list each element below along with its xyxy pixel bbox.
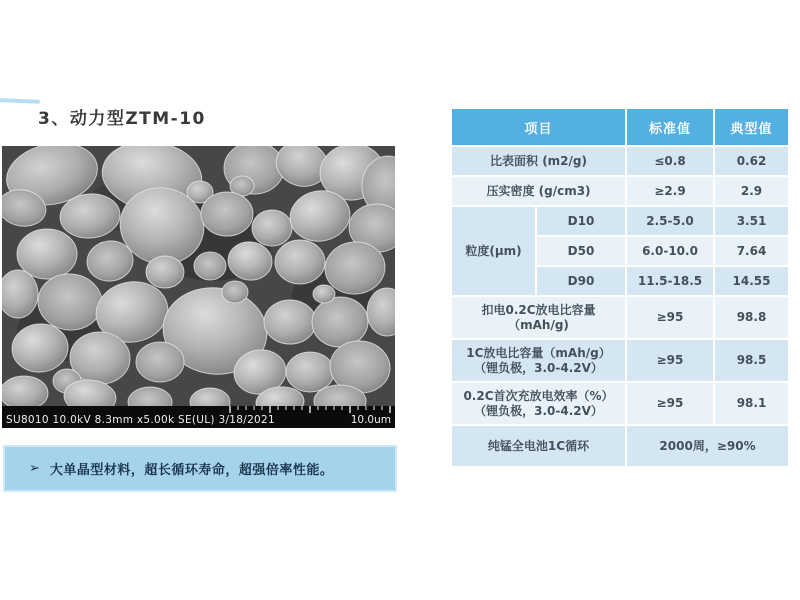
col-header-item: 项目 [451,108,626,146]
cell-item: 比表面积 (m2/g) [451,146,626,176]
cell-item: D10 [536,206,626,236]
cell-item: D50 [536,236,626,266]
cell-item-line1: 扣电0.2C放电比容量 [481,302,596,317]
cell-item-line2: （mAh/g) [508,317,569,332]
table-header-row [451,108,789,146]
note-text: 大单晶型材料，超长循环寿命，超强倍率性能。 [49,463,334,478]
cell-item: D90 [536,266,626,296]
sem-caption-text: SU8010 10.0kV 8.3mm x5.00k SE(UL) 3/18/2021 [6,414,275,426]
sem-image [2,146,395,428]
arrow-bullet-icon: ➢ [29,461,40,476]
col-header-standard: 标准值 [626,108,714,146]
table-row [451,339,789,382]
page-title: 3、动力型ZTM-10 [38,109,206,129]
cell-typical: 2.9 [714,176,789,206]
table-row [451,146,789,176]
cell-item [451,339,626,382]
cell-standard: ≥95 [626,382,714,425]
sem-scale-label: 10.0um [350,414,391,426]
cell-standard: ≤0.8 [626,146,714,176]
table-row [451,296,789,339]
table-row [451,206,789,236]
cell-item [451,382,626,425]
cell-standard: 2.5-5.0 [626,206,714,236]
cell-typical: 98.8 [714,296,789,339]
cell-standard: 6.0-10.0 [626,236,714,266]
spec-table [450,107,790,468]
top-left-decoration [0,98,40,104]
cell-standard: 11.5-18.5 [626,266,714,296]
cell-item [451,296,626,339]
col-header-typical: 典型值 [714,108,789,146]
cell-typical: 3.51 [714,206,789,236]
cell-item-line2: （锂负极，3.0-4.2V） [474,403,603,418]
cell-standard: ≥95 [626,339,714,382]
cell-item-line1: 1C放电比容量（mAh/g） [466,345,611,360]
table-row [451,382,789,425]
cell-standard: ≥2.9 [626,176,714,206]
cell-merged-value: 2000周，≥90% [626,425,789,467]
sem-micrograph [2,146,395,428]
cell-item-line2: （锂负极，3.0-4.2V） [474,360,603,375]
table-row [451,425,789,467]
cell-typical: 7.64 [714,236,789,266]
cell-group-particle-size: 粒度(μm) [451,206,536,296]
cell-item-line1: 0.2C首次充放电效率（%） [463,388,614,403]
cell-typical: 98.5 [714,339,789,382]
table-row [451,176,789,206]
cell-item: 纯锰全电池1C循环 [451,425,626,467]
cell-standard: ≥95 [626,296,714,339]
cell-typical: 98.1 [714,382,789,425]
cell-typical: 0.62 [714,146,789,176]
cell-item: 压实密度 (g/cm3) [451,176,626,206]
cell-typical: 14.55 [714,266,789,296]
feature-note [3,445,397,492]
